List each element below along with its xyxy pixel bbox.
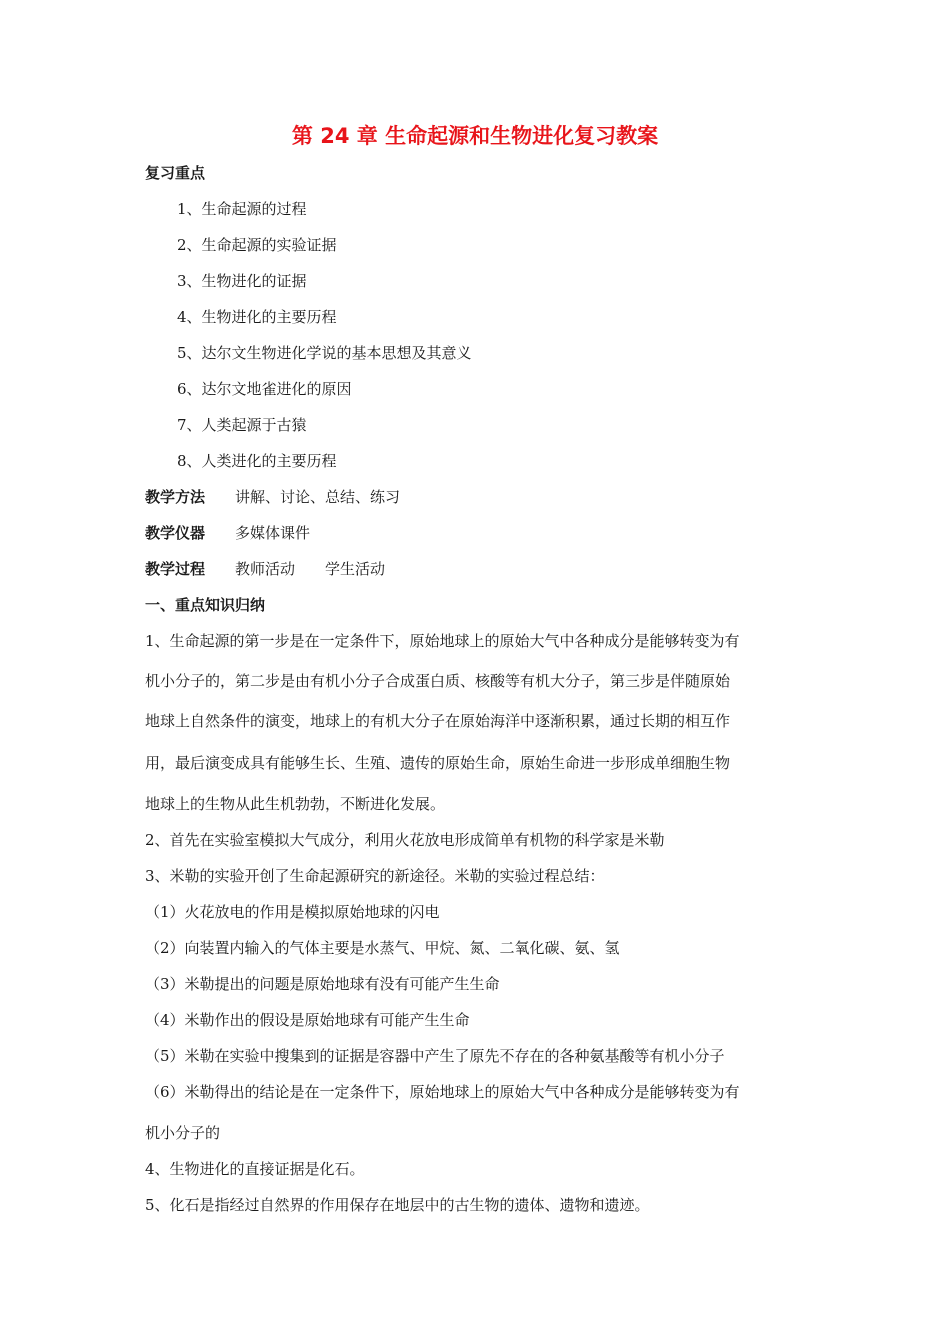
review-point-item: 1、生命起源的过程	[177, 200, 307, 218]
body-line: （6）米勒得出的结论是在一定条件下，原始地球上的原始大气中各种成分是能够转变为有	[145, 1083, 740, 1101]
teaching-instrument-value: 多媒体课件	[235, 524, 311, 542]
review-point-item: 6、达尔文地雀进化的原因	[177, 380, 352, 398]
review-point-item: 2、生命起源的实验证据	[177, 236, 337, 254]
body-line: 3、米勒的实验开创了生命起源研究的新途径。米勒的实验过程总结：	[145, 867, 605, 885]
body-line: 机小分子的，第二步是由有机小分子合成蛋白质、核酸等有机大分子，第三步是伴随原始	[145, 672, 731, 690]
student-activity: 学生活动	[325, 560, 386, 578]
body-line: （3）米勒提出的问题是原始地球有没有可能产生生命	[145, 975, 500, 993]
body-line: 地球上的生物从此生机勃勃，不断进化发展。	[145, 795, 446, 813]
body-line: 4、生物进化的直接证据是化石。	[145, 1160, 365, 1178]
section-heading: 一、重点知识归纳	[145, 596, 266, 614]
review-points-heading: 复习重点	[145, 164, 206, 182]
teaching-method-row	[145, 486, 400, 508]
body-line: 2、首先在实验室模拟大气成分，利用火花放电形成简单有机物的科学家是米勒	[145, 831, 665, 849]
teacher-activity: 教师活动	[235, 560, 296, 578]
teaching-method-label: 教学方法	[145, 488, 206, 506]
teaching-instrument-label: 教学仪器	[145, 524, 206, 542]
review-point-item: 7、人类起源于古猿	[177, 416, 307, 434]
review-point-item: 5、达尔文生物进化学说的基本思想及其意义	[177, 344, 472, 362]
teaching-process-label: 教学过程	[145, 560, 206, 578]
body-line: （2）向装置内输入的气体主要是水蒸气、甲烷、氮、二氧化碳、氨、氢	[145, 939, 620, 957]
body-line: 1、生命起源的第一步是在一定条件下，原始地球上的原始大气中各种成分是能够转变为有	[145, 632, 740, 650]
body-line: 地球上自然条件的演变，地球上的有机大分子在原始海洋中逐渐积累，通过长期的相互作	[145, 712, 731, 730]
body-line: （1）火花放电的作用是模拟原始地球的闪电	[145, 903, 440, 921]
review-point-item: 4、生物进化的主要历程	[177, 308, 337, 326]
body-line: 机小分子的	[145, 1124, 221, 1142]
body-line: （5）米勒在实验中搜集到的证据是容器中产生了原先不存在的各种氨基酸等有机小分子	[145, 1047, 725, 1065]
review-point-item: 8、人类进化的主要历程	[177, 452, 337, 470]
body-line: （4）米勒作出的假设是原始地球有可能产生生命	[145, 1011, 470, 1029]
teaching-instrument-row	[145, 522, 310, 544]
page-title: 第 24 章 生命起源和生物进化复习教案	[291, 124, 659, 148]
body-line: 用，最后演变成具有能够生长、生殖、遗传的原始生命，原始生命进一步形成单细胞生物	[145, 754, 731, 772]
teaching-process-row	[145, 558, 385, 580]
review-point-item: 3、生物进化的证据	[177, 272, 307, 290]
body-line: 5、化石是指经过自然界的作用保存在地层中的古生物的遗体、遗物和遗迹。	[145, 1196, 650, 1214]
teaching-method-value: 讲解、讨论、总结、练习	[235, 488, 401, 506]
